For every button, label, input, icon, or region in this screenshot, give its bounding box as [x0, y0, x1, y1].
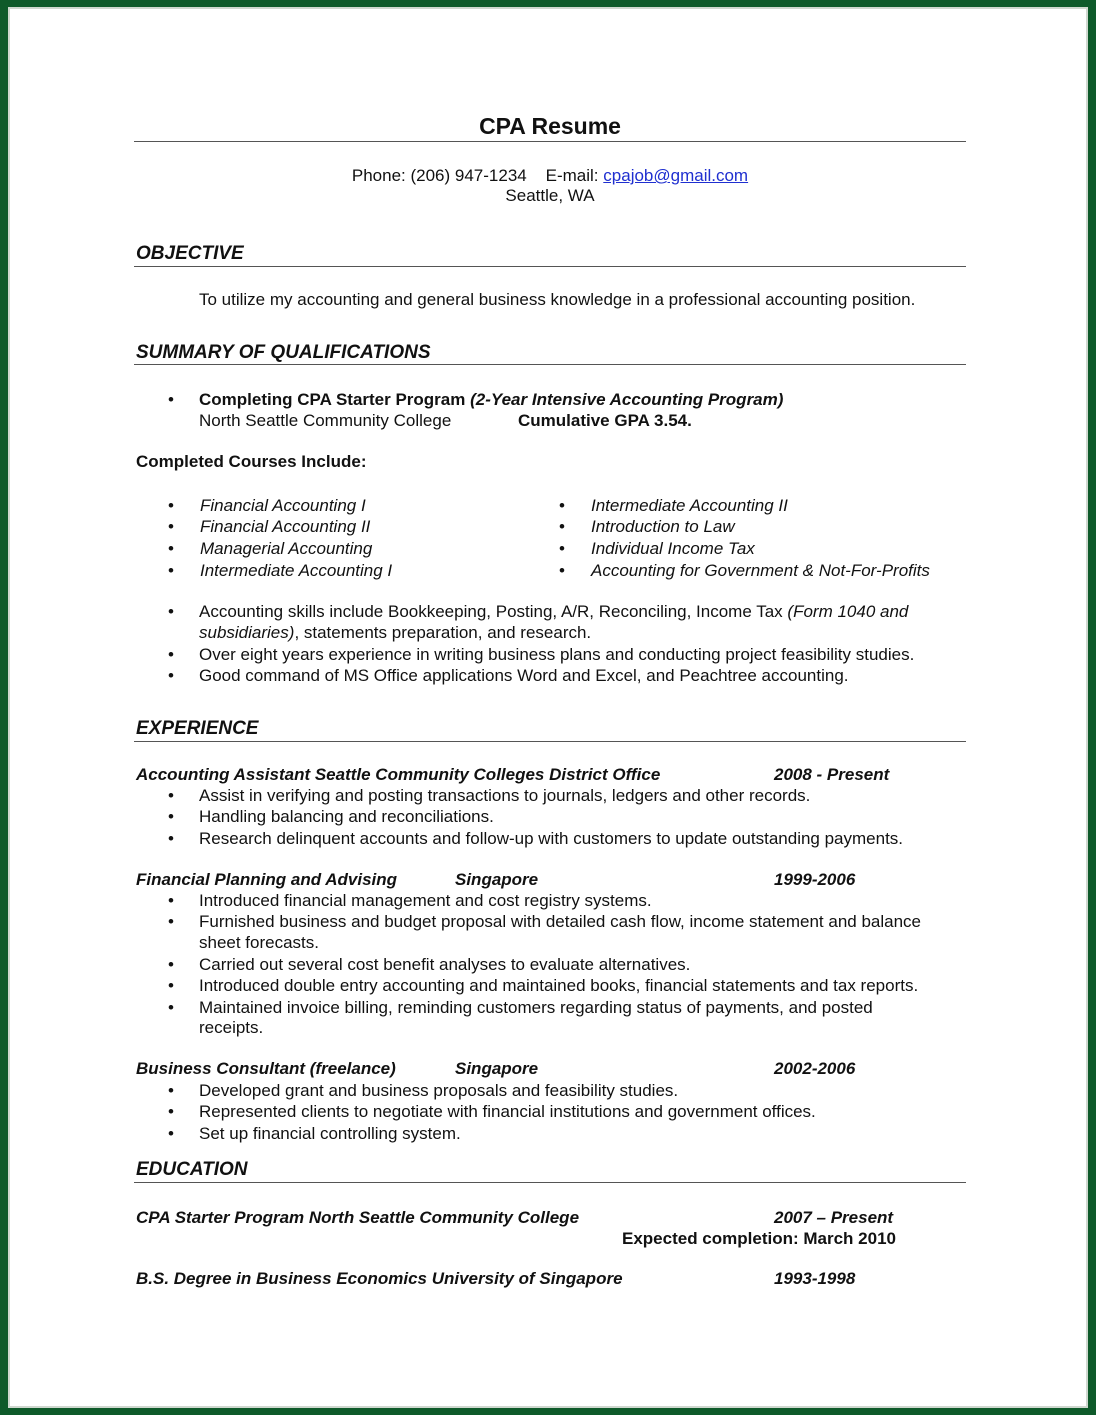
bullet: •	[559, 517, 565, 536]
education-title: B.S. Degree in Business Economics University of Singapore	[136, 1269, 623, 1288]
job-location: Singapore	[455, 1059, 539, 1078]
job-dates: 2002-2006	[774, 1059, 856, 1078]
bullet: •	[168, 517, 174, 536]
bullet: •	[168, 891, 174, 910]
education-rule	[134, 1182, 966, 1183]
location: Seattle, WA	[505, 186, 595, 205]
job-location: Singapore	[455, 870, 539, 889]
bullet: •	[168, 1102, 174, 1121]
education-dates: 1993-1998	[774, 1269, 856, 1288]
skills-line-2	[199, 623, 591, 643]
course-item: Intermediate Accounting II	[591, 496, 788, 515]
job-bullet: Set up financial controlling system.	[199, 1124, 461, 1143]
course-item: Introduction to Law	[591, 517, 735, 536]
job-bullet-cont: sheet forecasts.	[199, 933, 320, 952]
course-item: Financial Accounting II	[200, 517, 371, 536]
bullet: •	[168, 645, 174, 664]
objective-text: To utilize my accounting and general business knowledge in a professional accounting position.	[199, 290, 916, 309]
courses-label: Completed Courses Include:	[136, 452, 367, 471]
education-heading: EDUCATION	[136, 1159, 248, 1180]
bullet: •	[559, 496, 565, 515]
skills-subsidiaries: subsidiaries)	[199, 623, 295, 642]
bullet: •	[168, 829, 174, 848]
email-link[interactable]: cpajob@gmail.com	[603, 166, 749, 185]
bullet: •	[168, 496, 174, 515]
job-bullet: Assist in verifying and posting transactions to journals, ledgers and other records.	[199, 786, 811, 805]
job-bullet: Furnished business and budget proposal with detailed cash flow, income statement and balance	[199, 912, 922, 931]
skills-form: (Form 1040 and	[787, 602, 909, 621]
resume-page	[8, 7, 1088, 1408]
summary-rule	[134, 364, 966, 365]
bullet: •	[168, 602, 174, 621]
college: North Seattle Community College	[199, 411, 452, 430]
objective-rule	[134, 266, 966, 267]
email-label: E-mail:	[545, 166, 599, 185]
bullet: •	[168, 561, 174, 580]
job-bullet: Represented clients to negotiate with financial institutions and government offices.	[199, 1102, 816, 1121]
summary-heading: SUMMARY OF QUALIFICATIONS	[136, 342, 431, 363]
experience-heading: EXPERIENCE	[136, 718, 259, 739]
title-rule	[134, 141, 966, 142]
experience-rule	[134, 741, 966, 742]
skills-office: Good command of MS Office applications Word and Excel, and Peachtree accounting.	[199, 666, 849, 685]
skills-text-end: , statements preparation, and research.	[294, 623, 592, 642]
contact-line	[10, 166, 1090, 186]
bullet: •	[168, 539, 174, 558]
skills-text: Accounting skills include Bookkeeping, Posting, A/R, Reconciling, Income Tax	[199, 602, 783, 621]
job-bullet: Handling balancing and reconciliations.	[199, 807, 494, 826]
bullet: •	[168, 390, 174, 409]
job-bullet: Maintained invoice billing, reminding customers regarding status of payments, and posted	[199, 998, 873, 1017]
phone: Phone: (206) 947-1234	[351, 166, 527, 185]
program-line	[199, 390, 783, 410]
education-title: CPA Starter Program North Seattle Community College	[136, 1208, 580, 1227]
job-bullet: Research delinquent accounts and follow-up with customers to update outstanding payments.	[199, 829, 904, 848]
bullet: •	[168, 998, 174, 1017]
bullet: •	[559, 561, 565, 580]
course-item: Intermediate Accounting I	[200, 561, 393, 580]
job-bullet: Introduced double entry accounting and maintained books, financial statements and tax reports.	[199, 976, 919, 995]
bullet: •	[168, 786, 174, 805]
job-dates: 1999-2006	[774, 870, 856, 889]
job-bullet: Developed grant and business proposals and feasibility studies.	[199, 1081, 679, 1100]
education-dates: 2007 – Present	[774, 1208, 894, 1227]
course-item: Individual Income Tax	[591, 539, 755, 558]
job-bullet-cont: receipts.	[199, 1018, 264, 1037]
course-item: Managerial Accounting	[200, 539, 373, 558]
course-item: Accounting for Government & Not-For-Profits	[591, 561, 930, 580]
bullet: •	[559, 539, 565, 558]
bullet: •	[168, 1081, 174, 1100]
job-title: Financial Planning and Advising	[136, 870, 398, 889]
job-bullet: Carried out several cost benefit analyses to evaluate alternatives.	[199, 955, 691, 974]
job-title: Accounting Assistant Seattle Community Colleges District Office	[136, 765, 661, 784]
expected-completion: Expected completion: March 2010	[622, 1229, 896, 1248]
skills-experience: Over eight years experience in writing business plans and conducting project feasibility studies.	[199, 645, 915, 664]
bullet: •	[168, 1124, 174, 1143]
job-dates: 2008 - Present	[774, 765, 890, 784]
bullet: •	[168, 955, 174, 974]
bullet: •	[168, 666, 174, 685]
program-desc: (2-Year Intensive Accounting Program)	[470, 390, 784, 409]
objective-heading: OBJECTIVE	[136, 243, 244, 264]
job-title: Business Consultant (freelance)	[136, 1059, 396, 1078]
course-item: Financial Accounting I	[200, 496, 366, 515]
bullet: •	[168, 976, 174, 995]
bullet: •	[168, 912, 174, 931]
bullet: •	[168, 807, 174, 826]
page-title: CPA Resume	[479, 113, 621, 139]
job-bullet: Introduced financial management and cost registry systems.	[199, 891, 652, 910]
skills-line-1	[199, 602, 908, 622]
gpa: Cumulative GPA 3.54.	[518, 411, 692, 430]
program-name: Completing CPA Starter Program	[199, 390, 466, 409]
